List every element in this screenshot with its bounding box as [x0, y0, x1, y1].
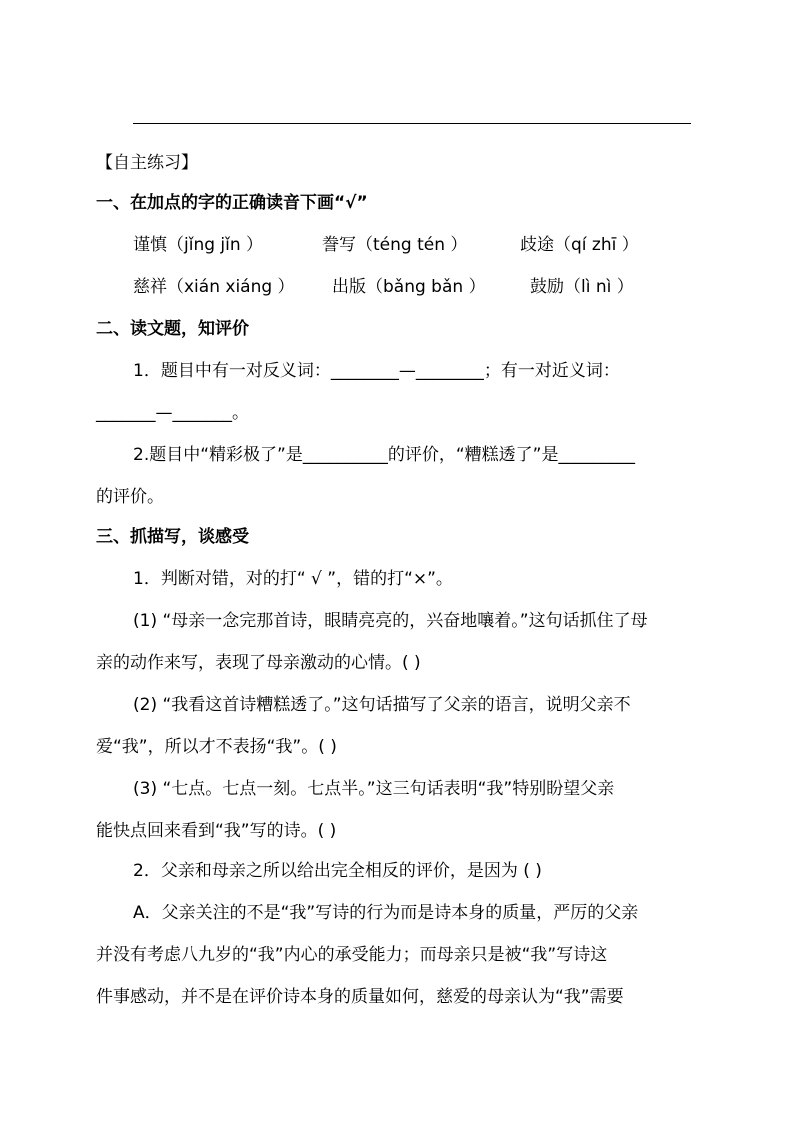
s2-q2-line2: 的评价。 — [96, 487, 164, 507]
section2-title: 二、读文题，知评价 — [96, 319, 249, 339]
pinyin-item-qitu: 歧途（qí zhī ） — [520, 235, 639, 255]
s3-a-line3: 件事感动，并不是在评价诗本身的质量如何，慈爱的母亲认为“我”需要 — [96, 987, 624, 1007]
s3-s2-line2: 爱“我”，所以才不表扬“我”。( ) — [96, 737, 337, 757]
section-header: 【自主练习】 — [96, 153, 198, 173]
pinyin-item-guli: 鼓励（lì nì ） — [530, 277, 634, 297]
s3-s3-line1: (3) “七点。七点一刻。七点半。”这三句话表明“我”特别盼望父亲 — [133, 779, 615, 799]
s3-s1-line1: (1) “母亲一念完那首诗，眼睛亮亮的，兴奋地嚷着。”这句话抓住了母 — [133, 611, 648, 631]
s3-q2: 2．父亲和母亲之所以给出完全相反的评价，是因为 ( ) — [133, 861, 542, 881]
s3-s3-line2: 能快点回来看到“我”写的诗。( ) — [96, 821, 337, 841]
pinyin-item-jinshen: 谨慎（jǐng jǐn ） — [133, 235, 264, 255]
pinyin-item-chuban: 出版（bǎng bǎn ） — [332, 277, 486, 297]
s3-a-line1: A．父亲关注的不是“我”写诗的行为而是诗本身的质量，严厉的父亲 — [133, 903, 639, 923]
section1-title: 一、在加点的字的正确读音下画“√” — [96, 193, 368, 213]
pinyin-item-tengxie: 誊写（téng tén ） — [322, 235, 468, 255]
s2-q2-line1: 2.题目中“精彩极了”是__________的评价，“糟糕透了”是_________ — [133, 445, 635, 465]
s3-q1: 1．判断对错，对的打“ √ ”，错的打“×”。 — [133, 569, 453, 589]
s3-s1-line2: 亲的动作来写，表现了母亲激动的心情。( ) — [96, 653, 421, 673]
s3-a-line2: 并没有考虑八九岁的“我”内心的承受能力；而母亲只是被“我”写诗这 — [96, 945, 608, 965]
top-rule — [133, 123, 691, 124]
s2-q1-line2: _______—_______。 — [96, 403, 249, 423]
s3-s2-line1: (2) “我看这首诗糟糕透了。”这句话描写了父亲的语言，说明父亲不 — [133, 695, 631, 715]
pinyin-item-cixiang: 慈祥（xián xiáng ） — [133, 277, 295, 297]
s2-q1-line1: 1．题目中有一对反义词：________—________；有一对近义词： — [133, 361, 620, 381]
section3-title: 三、抓描写，谈感受 — [96, 527, 249, 547]
